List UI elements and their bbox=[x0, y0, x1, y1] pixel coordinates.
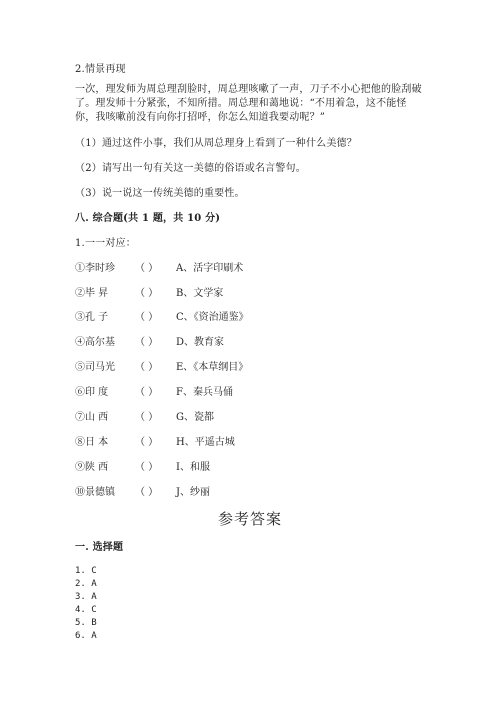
match-left-item: ⑦山 西 bbox=[75, 412, 109, 423]
answer-blank[interactable]: （ ） bbox=[135, 288, 159, 299]
question-2: （2）请写出一句有关这一美德的俗语或名言警句。 bbox=[75, 163, 306, 174]
scenario-heading: 2.情景再现 bbox=[75, 64, 126, 75]
scenario-paragraph-line: 你，我咳嗽前没有向你打招呼，你怎么知道我要动呢？” bbox=[75, 112, 326, 123]
match-left-item: ⑤司马光 bbox=[75, 362, 115, 373]
matching-question-label: 1.一一对应： bbox=[75, 238, 136, 249]
match-right-item: G、瓷都 bbox=[176, 412, 214, 423]
match-left-item: ⑧日 本 bbox=[75, 437, 109, 448]
match-right-item: B、文学家 bbox=[176, 288, 224, 299]
match-right-item: H、平遥古城 bbox=[176, 437, 235, 448]
answer-item: 4. C bbox=[75, 605, 97, 615]
match-left-item: ④高尔基 bbox=[75, 337, 115, 348]
answer-blank[interactable]: （ ） bbox=[135, 362, 159, 373]
answer-blank[interactable]: （ ） bbox=[135, 412, 159, 423]
match-left-item: ①李时珍 bbox=[75, 263, 115, 274]
answer-blank[interactable]: （ ） bbox=[135, 487, 159, 498]
match-left-item: ⑥印 度 bbox=[75, 387, 109, 398]
answer-item: 5. B bbox=[75, 618, 97, 628]
answer-blank[interactable]: （ ） bbox=[135, 462, 159, 473]
match-left-item: ⑨陕 西 bbox=[75, 462, 109, 473]
match-right-item: A、活字印刷术 bbox=[176, 263, 244, 274]
answer-blank[interactable]: （ ） bbox=[135, 263, 159, 274]
answer-blank[interactable]: （ ） bbox=[135, 312, 159, 323]
answer-item: 1. C bbox=[75, 566, 97, 576]
match-right-item: I、和服 bbox=[176, 462, 210, 473]
answer-item: 6. A bbox=[75, 631, 97, 641]
scenario-paragraph-line: 了。理发师十分紧张，不知所措。周总理和蔼地说：“不用着急，这不能怪 bbox=[75, 98, 407, 109]
answer-item: 3. A bbox=[75, 592, 97, 602]
answer-blank[interactable]: （ ） bbox=[135, 337, 159, 348]
question-1: （1）通过这件小事，我们从周总理身上看到了一种什么美德？ bbox=[75, 138, 357, 149]
scenario-paragraph-line: 一次，理发师为周总理刮脸时，周总理咳嗽了一声，刀子不小心把他的脸刮破 bbox=[75, 84, 422, 95]
match-right-item: J、纱丽 bbox=[176, 487, 211, 498]
match-left-item: ②毕 昇 bbox=[75, 288, 109, 299]
answer-item: 2. A bbox=[75, 579, 97, 589]
match-right-item: D、教育家 bbox=[176, 337, 225, 348]
match-left-item: ③孔 子 bbox=[75, 312, 109, 323]
answer-blank[interactable]: （ ） bbox=[135, 387, 159, 398]
match-right-item: C、《资治通鉴》 bbox=[176, 312, 249, 323]
answer-blank[interactable]: （ ） bbox=[135, 437, 159, 448]
match-right-item: E、《本草纲目》 bbox=[176, 362, 249, 373]
answers-section-1-title: 一. 选择题 bbox=[75, 542, 124, 553]
answers-title: 参考答案 bbox=[217, 510, 282, 528]
match-right-item: F、秦兵马俑 bbox=[176, 387, 233, 398]
match-left-item: ⑩景德镇 bbox=[75, 487, 115, 498]
section-8-title: 八. 综合题(共 1 题，共 10 分) bbox=[75, 213, 221, 224]
question-3: （3）说一说这一传统美德的重要性。 bbox=[75, 188, 245, 199]
